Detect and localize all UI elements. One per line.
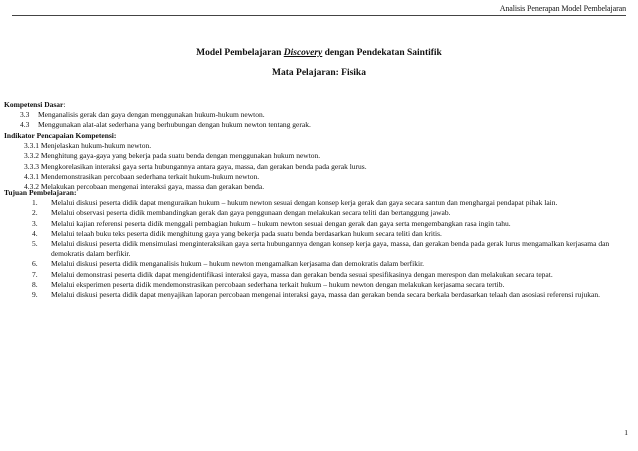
indikator-item: 4.3.2 Melakukan percobaan mengenai interaksi gaya, massa dan gerakan benda. [24, 182, 265, 192]
kompetensi-item: 4.3 Menggunakan alat-alat sederhana yang berhubungan dengan hukum newton tentang gerak. [20, 120, 311, 130]
page-number: 1 [624, 428, 628, 437]
title-suffix: dengan Pendekatan Saintifik [322, 48, 442, 58]
document-subtitle: Mata Pelajaran: Fisika [272, 68, 366, 78]
tujuan-item: 2. Melalui observasi peserta didik membandingkan gerak dan gaya penggunaan dengan melakukan secara teliti dan bertanggung jawab. [32, 208, 451, 218]
kompetensi-dasar-heading: Kompetensi Dasar: [4, 100, 66, 109]
tujuan-item: 6. Melalui diskusi peserta didik menganalisis hukum – hukum newton mengamalkan kerjasama dan demokratis dalam berfikir. [32, 259, 425, 269]
indikator-item: 3.3.3 Mengkorelasikan interaksi gaya serta hubungannya antara gaya, massa, dan gerakan benda pada gerak lurus. [24, 161, 367, 171]
tujuan-item: 5. Melalui diskusi peserta didik mensimulasi menginteraksikan gaya serta hubungannya dengan konsep kerja gaya, massa, dan gerakan benda pada gerak lurus mengamalkan kerjasama dan demokratis dalam berfikir. [32, 239, 610, 259]
title-prefix: Model Pembelajaran [196, 48, 284, 58]
tujuan-item: 4. Melalui telaah buku teks peserta didik menghitung gaya yang bekerja pada suatu benda berdasarkan hukum secara teliti dan kritis. [32, 228, 442, 238]
indikator-item: 3.3.1 Menjelaskan hukum-hukum newton. [24, 141, 152, 151]
tujuan-item: 7. Melalui demonstrasi peserta didik dapat mengidentifikasi interaksi gaya, massa dan gerakan benda sesuai spesifikasinya dengan merespon dan melakukan secara tepat. [32, 269, 553, 279]
indikator-item: 4.3.1 Mendemonstrasikan percobaan sederhana terkait hukum-hukum newton. [24, 171, 260, 181]
header-divider [12, 15, 626, 16]
tujuan-item: 3. Melalui kajian referensi peserta didik menggali pembagian hukum – hukum newton sesuai dengan gerak dan gaya serta mengembangkan rasa ingin tahu. [32, 218, 511, 228]
tujuan-item: 8. Melalui eksperimen peserta didik mendemonstrasikan percobaan sederhana terkait hukum – hukum newton dengan melakukan kerjasama secara tertib. [32, 279, 505, 289]
tujuan-item: 1. Melalui diskusi peserta didik dapat menguraikan hukum – hukum newton sesuai dengan konsep kerja gerak dan gaya secara santun dan menghargai pendapat pihak lain. [32, 198, 558, 208]
tujuan-list [4, 198, 624, 300]
indikator-item: 3.3.2 Menghitung gaya-gaya yang bekerja pada suatu benda dengan menggunakan hukum newton. [24, 151, 321, 161]
indikator-section [4, 131, 624, 192]
title-emphasis: Discovery [283, 48, 323, 58]
tujuan-item: 9. Melalui diskusi peserta didik dapat menyajikan laporan percobaan mengenai interaksi gaya, massa dan gerakan benda secara berkala berdasarkan telaah dan asosiasi referensi rujukan. [32, 290, 600, 300]
tujuan-section [4, 188, 624, 300]
kompetensi-item: 3.3 Menganalisis gerak dan gaya dengan menggunakan hukum-hukum newton. [20, 110, 265, 120]
indikator-heading: Indikator Pencapaian Kompetensi: [4, 131, 117, 140]
document-title [0, 47, 638, 59]
running-header: Analisis Penerapan Model Pembelajaran [499, 4, 626, 13]
tujuan-heading: Tujuan Pembelajaran: [4, 188, 77, 197]
kompetensi-dasar-section [4, 100, 624, 131]
